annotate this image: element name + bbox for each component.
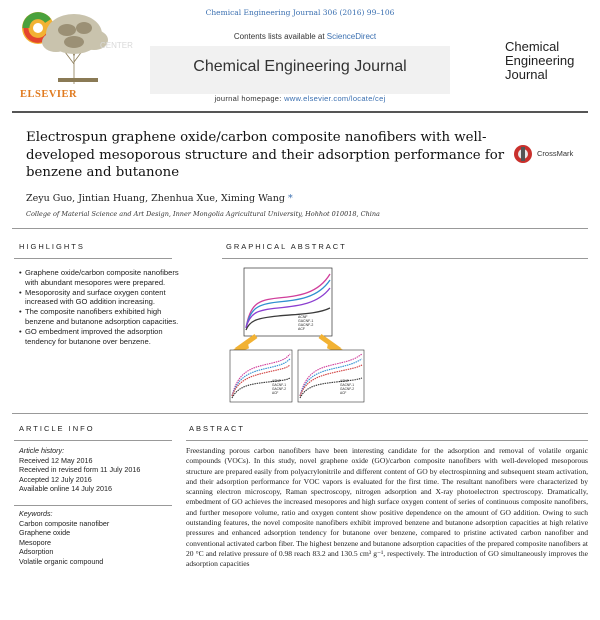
journal-reference[interactable]: Chemical Engineering Journal 306 (2016) 99–106 — [205, 8, 395, 17]
svg-text:ACF: ACF — [340, 391, 347, 395]
keyword-item: Volatile organic compound — [19, 556, 104, 566]
cover-title-line: Journal — [505, 67, 548, 82]
svg-text:GACNF-2: GACNF-2 — [272, 387, 286, 391]
graphical-abstract-heading: GRAPHICAL ABSTRACT — [226, 242, 347, 251]
authors — [26, 193, 293, 204]
journal-cover-title — [505, 40, 595, 82]
abstract-heading: ABSTRACT — [189, 424, 246, 433]
contents-line — [170, 32, 440, 41]
homepage-link[interactable]: www.elsevier.com/locate/cej — [284, 94, 386, 103]
highlight-item: • Mesoporosity and surface oxygen content increased with GO addition increasing. — [19, 288, 181, 308]
keyword-item: Carbon composite nanofiber — [19, 518, 110, 528]
history-label: Article history: — [19, 446, 65, 455]
svg-text:ACNF: ACNF — [340, 379, 349, 383]
cover-title-line: Chemical — [505, 39, 560, 54]
corresponding-author-mark[interactable]: * — [287, 193, 293, 204]
keyword-item: Graphene oxide — [19, 528, 71, 538]
article-title: Electrospun graphene oxide/carbon composite nanofibers with well-developed mesoporous structure and their adsorption performance for benzene and butanone — [26, 130, 505, 180]
svg-text:ACNF: ACNF — [298, 315, 308, 319]
crossmark-label: CrossMark — [537, 149, 574, 158]
watermark-text: CENTER — [100, 41, 133, 50]
divider — [12, 228, 588, 229]
svg-text:GACNF-2: GACNF-2 — [340, 387, 354, 391]
keywords-label: Keywords: — [19, 509, 53, 518]
history-item: Received 12 May 2016 — [19, 455, 93, 465]
article-history — [19, 446, 179, 494]
cover-title-line: Engineering — [505, 53, 575, 68]
elsevier-tree-logo — [12, 4, 152, 90]
highlight-item: • Graphene oxide/carbon composite nanofibers with abundant mesopores were prepared. — [19, 268, 181, 288]
svg-text:GACNF-1: GACNF-1 — [298, 319, 314, 323]
history-item: Available online 14 July 2016 — [19, 484, 112, 494]
history-item: Received in revised form 11 July 2016 — [19, 465, 141, 475]
svg-text:GACNF-2: GACNF-2 — [298, 323, 314, 327]
divider — [12, 413, 588, 414]
contents-prefix: Contents lists available at — [233, 32, 327, 41]
author-list: Zeyu Guo, Jintian Huang, Zhenhua Xue, Ximing Wang — [26, 193, 285, 204]
keyword-item: Adsorption — [19, 547, 54, 557]
keywords-rule — [14, 505, 172, 506]
highlights-list — [19, 268, 181, 346]
keyword-item: Mesopore — [19, 537, 51, 547]
highlight-item: • The composite nanofibers exhibited high benzene and butanone adsorption capacities. — [19, 307, 181, 327]
highlights-heading: HIGHLIGHTS — [19, 242, 85, 251]
sciencedirect-link[interactable]: ScienceDirect — [326, 32, 377, 41]
svg-text:GACNF-1: GACNF-1 — [340, 383, 354, 387]
article-info-rule — [14, 440, 172, 441]
header-rule — [12, 111, 588, 113]
graphical-abstract-rule — [222, 258, 588, 259]
highlight-item: • GO embedment improved the adsorption tendency for butanone over benzene. — [19, 327, 181, 347]
isotherm-plot-top — [244, 268, 332, 336]
svg-text:ACF: ACF — [272, 391, 279, 395]
highlights-rule — [14, 258, 172, 259]
svg-text:GACNF-1: GACNF-1 — [272, 383, 286, 387]
publisher-logo-text: ELSEVIER — [20, 89, 78, 100]
isotherm-plot-bottom-right — [298, 350, 364, 402]
arrow-icon — [234, 336, 256, 352]
homepage-prefix: journal homepage: — [214, 94, 285, 103]
crossmark-badge[interactable] — [513, 144, 593, 164]
arrow-icon — [320, 336, 342, 352]
crossmark-icon — [513, 144, 533, 164]
isotherm-plot-bottom-left — [230, 350, 292, 402]
history-item: Accepted 12 July 2016 — [19, 474, 92, 484]
graphical-abstract-figure — [228, 264, 368, 404]
svg-text:ACNF: ACNF — [272, 379, 281, 383]
article-info-heading: ARTICLE INFO — [19, 424, 95, 433]
abstract-body: Freestanding porous carbon nanofibers have been interesting candidate for the adsorption and removal of volatile organic compounds (VOCs). In this study, novel graphene oxide (GO)/carbon composite nanofibers with well-developed mesoporous structure are prepared easily from polyacrylonitrile and different content of GO by electrospinning and subsequent steam activation, and their adsorption performance for VOC vapors is evaluated for the first time. The resultant nanofibers were characterized by scanning electron microscopy, Raman spectroscopy, nitrogen adsorption and X-ray photoelectron spectroscopy. Dramatically, embedment of GO achieves the increased mesopores and high surface oxygen content of series of continuous composite nanofibers, and further mesopore volume, ratio and oxygen content show positive dependence on the amount of GO addition. Owing to such outstanding features, the novel composite nanofibers exhibit improved benzene and butanone adsorption capacities at high relative pressures and enhanced adsorption tendency for butanone over benzene, compared to pristine activated carbon nanofiber and conventional activated carbon fiber. The highest benzene and butanone adsorption capacities of the prepared composite nanofibers at 20 °C and relative pressure of 0.98 reach 83.2 and 130.5 cm³ g⁻¹, respectively. The introduction of GO simultaneously improves the adsorption capacities — [186, 446, 588, 569]
journal-name: Chemical Engineering Journal — [193, 58, 407, 75]
homepage-line — [150, 94, 450, 103]
svg-text:ACF: ACF — [298, 327, 305, 331]
abstract-rule — [186, 440, 588, 441]
keywords — [19, 509, 179, 567]
affiliation: College of Material Science and Art Design, Inner Mongolia Agricultural University, Hohhot 010018, China — [26, 210, 380, 218]
